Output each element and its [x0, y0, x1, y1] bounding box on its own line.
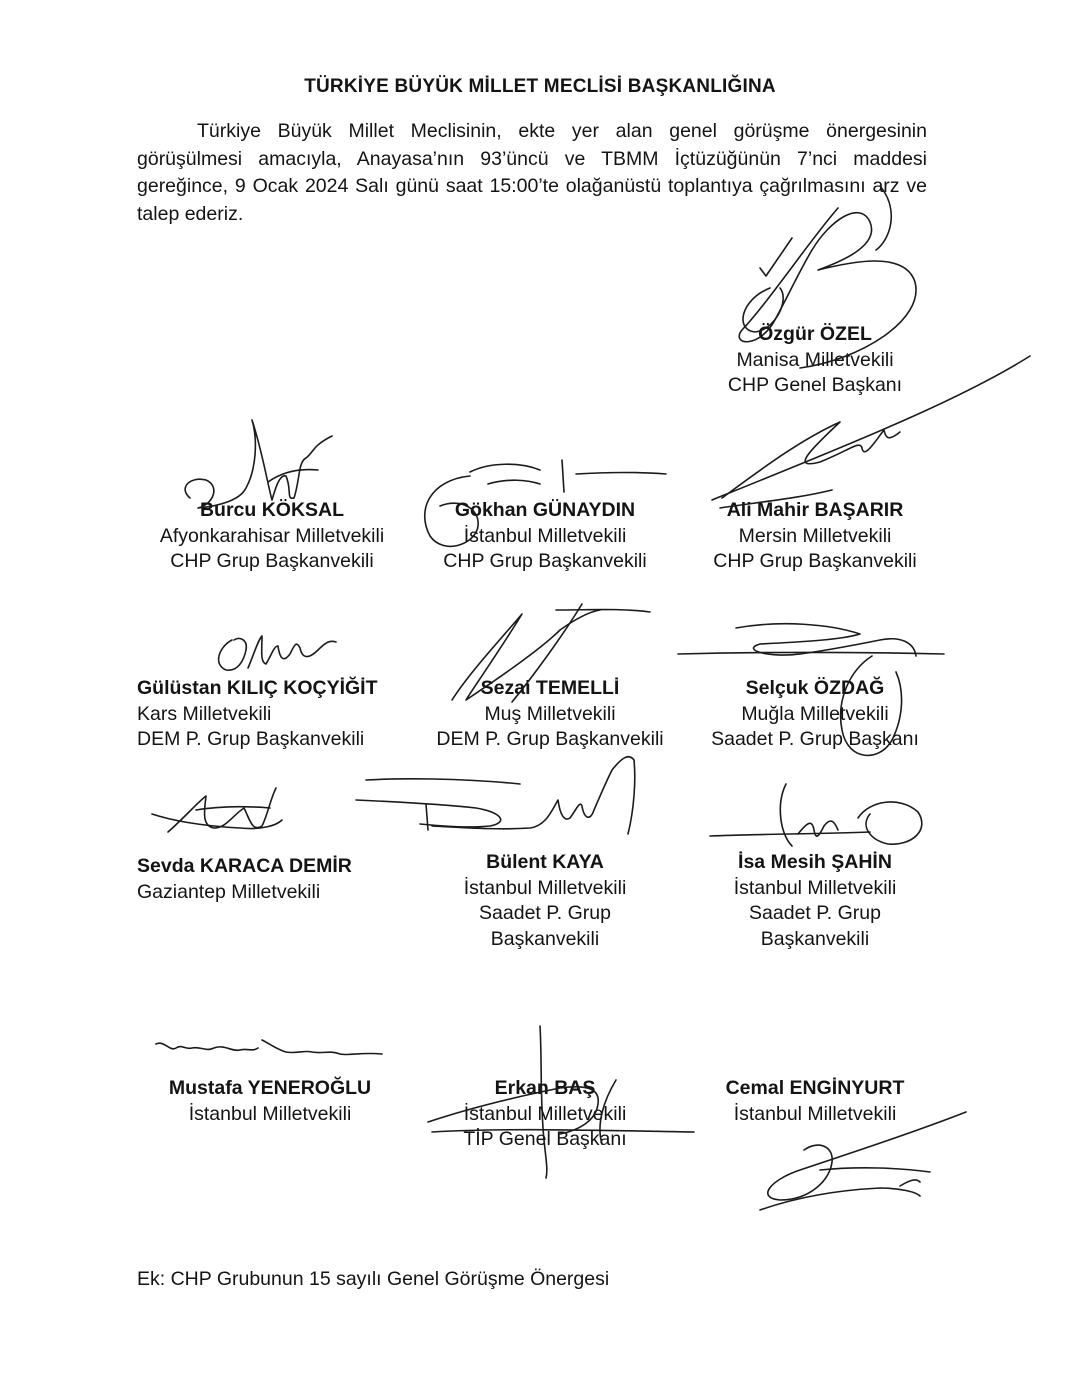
document-title: TÜRKİYE BÜYÜK MİLLET MECLİSİ BAŞKANLIĞINA — [304, 76, 776, 97]
appendix-note: Ek: CHP Grubunun 15 sayılı Genel Görüşme Önergesi — [137, 1268, 610, 1290]
signature-block-kocyigit — [137, 676, 417, 753]
signature-block-yeneroglu — [145, 1076, 395, 1127]
signatory-title: İstanbul Milletvekili — [733, 1102, 897, 1125]
signatory-title: Muğla Milletvekili — [741, 702, 889, 725]
signatory-title: Muş Milletvekili — [484, 702, 616, 725]
signature-block-temelli — [415, 676, 685, 753]
signature-block-karaca-demir — [137, 854, 417, 905]
signatory-name: Erkan BAŞ — [494, 1077, 596, 1099]
signatory-title: Başkanvekili — [760, 927, 870, 950]
signature-scribble-kocyigit — [219, 636, 336, 670]
signatory-title: İstanbul Milletvekili — [463, 524, 627, 547]
signatory-title: İstanbul Milletvekili — [463, 876, 627, 899]
signatory-name: Cemal ENGİNYURT — [725, 1077, 905, 1099]
signatory-name: Sevda KARACA DEMİR — [137, 855, 352, 877]
signatory-title: Mersin Milletvekili — [738, 524, 892, 547]
signatory-title: TİP Genel Başkanı — [463, 1128, 627, 1150]
signatory-title: Manisa Milletvekili — [736, 348, 894, 371]
signature-block-gunaydin — [420, 498, 670, 575]
signature-block-sahin — [700, 850, 930, 952]
signatory-title: Saadet P. Grup — [749, 902, 881, 924]
signature-block-koksal — [137, 498, 407, 575]
signature-block-ozdag — [690, 676, 940, 753]
signatory-name: Ali Mahir BAŞARIR — [726, 499, 904, 521]
signatory-name: Özgür ÖZEL — [758, 323, 872, 345]
signatory-name: Gülüstan KILIÇ KOÇYİĞİT — [137, 677, 378, 699]
signature-scribble-yeneroglu — [156, 1040, 382, 1055]
signatory-name: İsa Mesih ŞAHİN — [738, 851, 892, 873]
signatory-name: Mustafa YENEROĞLU — [168, 1077, 372, 1099]
signatory-title: CHP Grup Başkanvekili — [443, 550, 647, 572]
signatory-title: İstanbul Milletvekili — [463, 1102, 627, 1125]
signatory-title: CHP Grup Başkanvekili — [170, 550, 374, 572]
signature-scribble-kaya — [356, 757, 635, 834]
signatory-title: Saadet P. Grup Başkanı — [711, 728, 919, 750]
signature-block-kaya — [420, 850, 670, 952]
signatory-title: CHP Genel Başkanı — [727, 374, 903, 396]
signature-block-basarir — [690, 498, 940, 575]
signature-scribble-sahin — [710, 784, 922, 846]
signatory-name: Selçuk ÖZDAĞ — [745, 677, 885, 699]
signatory-name: Burcu KÖKSAL — [199, 499, 345, 521]
signature-block-bas — [425, 1076, 665, 1153]
signatory-title: Gaziantep Milletvekili — [137, 880, 321, 903]
signature-block-ozel — [700, 322, 930, 399]
signatory-title: Afyonkarahisar Milletvekili — [159, 524, 385, 547]
signature-scribble-karaca-demir — [152, 788, 282, 832]
signatory-title: Kars Milletvekili — [137, 702, 272, 725]
signature-scribble-koksal — [185, 420, 332, 508]
signatory-title: İstanbul Milletvekili — [188, 1102, 352, 1125]
signatory-name: Sezai TEMELLİ — [480, 677, 620, 699]
signature-block-enginyurt — [700, 1076, 930, 1127]
signatory-title: CHP Grup Başkanvekili — [713, 550, 917, 572]
signatory-title: Saadet P. Grup — [479, 902, 611, 924]
signatory-title: DEM P. Grup Başkanvekili — [137, 728, 365, 750]
signatory-name: Bülent KAYA — [486, 851, 604, 873]
document-body: Türkiye Büyük Millet Meclisinin, ekte yer alan genel görüşme önergesinin görüşülmesi amacıyla, Anayasa’nın 93’üncü ve TBMM İçtüzüğünün 7’nci maddesi gereğince, 9 Ocak 2024 Salı günü saat 15:00’te olağanüstü toplantıya çağrılmasını arz ve talep ederiz. — [137, 120, 927, 225]
signatory-name: Gökhan GÜNAYDIN — [454, 499, 636, 521]
signatory-title: Başkanvekili — [490, 927, 600, 950]
signatory-title: İstanbul Milletvekili — [733, 876, 897, 899]
signatory-title: DEM P. Grup Başkanvekili — [436, 728, 664, 750]
